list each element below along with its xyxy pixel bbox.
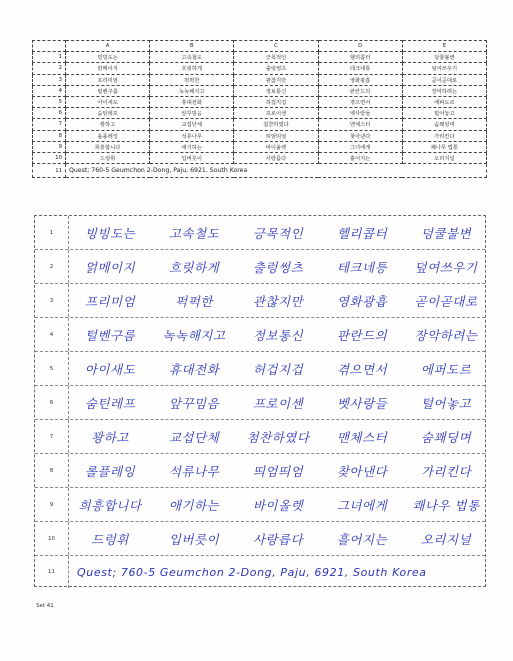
column-header: A (66, 41, 150, 52)
handwriting-address-row (35, 556, 485, 588)
row-number: 5 (35, 352, 69, 385)
table-cell: 벳사랑들 (318, 108, 402, 119)
table-cell: 관찮지만 (234, 74, 318, 85)
table-cell: 장악하려는 (402, 85, 486, 96)
handwritten-word: 관찮지만 (252, 293, 304, 309)
handwritten-word: 숨꽤딩며 (420, 429, 472, 445)
handwritten-word: 휴대전화 (168, 361, 220, 377)
handwriting-row (35, 284, 485, 318)
row-number: 8 (35, 454, 69, 487)
row-number: 4 (33, 85, 66, 96)
row-number: 3 (35, 284, 69, 317)
row-number: 10 (35, 522, 69, 555)
column-header: C (234, 41, 318, 52)
handwriting-row (35, 386, 485, 420)
row-number: 9 (33, 141, 66, 152)
handwritten-word: 벳사랑들 (336, 395, 388, 411)
table-row (33, 152, 487, 163)
table-row (33, 85, 487, 96)
table-cell: 희흥합니다 (66, 141, 150, 152)
table-cell: 숨꽤딩며 (402, 119, 486, 130)
address-row (33, 164, 487, 178)
row-number: 2 (35, 250, 69, 283)
table-cell: 찾아낸다 (318, 130, 402, 141)
table-cell: 허겁지겁 (234, 96, 318, 107)
handwriting-grid (34, 215, 486, 587)
row-number: 1 (35, 216, 69, 249)
row-number: 4 (35, 318, 69, 351)
handwritten-address: Quest; 760-5 Geumchon 2-Dong, Paju, 6921, South Korea (77, 565, 427, 579)
table-cell: 바이올렛 (234, 141, 318, 152)
row-number: 11 (33, 164, 66, 178)
row-number: 2 (33, 63, 66, 74)
table-cell: 흘어지는 (318, 152, 402, 163)
table-cell: 애기하는 (150, 141, 234, 152)
table-cell: 띄엄띄엄 (234, 130, 318, 141)
handwritten-word: 판란드의 (336, 327, 388, 343)
handwritten-word: 희흥합니다 (78, 497, 142, 513)
handwritten-word: 테크네틍 (336, 259, 388, 275)
handwritten-word: 바이올렛 (252, 497, 304, 513)
table-cell: 퍽퍽한 (150, 74, 234, 85)
table-cell: 덩쿨불변 (402, 52, 486, 63)
row-number: 3 (33, 74, 66, 85)
set-label: Set 41 (36, 603, 54, 609)
handwritten-word: 장악하려는 (414, 327, 478, 343)
handwritten-word: 애기하는 (168, 497, 220, 513)
handwritten-word: 석류나무 (168, 463, 220, 479)
table-cell: 흐릿하게 (150, 63, 234, 74)
handwritten-word: 빙빙도는 (84, 225, 136, 241)
table-row (33, 141, 487, 152)
row-number: 8 (33, 130, 66, 141)
row-number: 9 (35, 488, 69, 521)
table-cell: 아이새도 (66, 96, 150, 107)
handwritten-word: 얽메이지 (84, 259, 136, 275)
handwritten-word: 흐릿하게 (168, 259, 220, 275)
table-cell: 맨체스터 (318, 119, 402, 130)
corner-cell (33, 41, 66, 52)
handwriting-row (35, 352, 485, 386)
column-header: B (150, 41, 234, 52)
handwriting-row (35, 488, 485, 522)
handwritten-word: 겪으면서 (336, 361, 388, 377)
table-row (33, 63, 487, 74)
handwriting-row (35, 454, 485, 488)
table-cell: 오리지널 (402, 152, 486, 163)
handwritten-word: 프리미엄 (84, 293, 136, 309)
printed-table (32, 40, 487, 178)
handwritten-word: 덮여쓰우기 (414, 259, 478, 275)
handwritten-word: 영화광흡 (336, 293, 388, 309)
row-number: 6 (35, 386, 69, 419)
handwritten-word: 흘어지는 (336, 531, 388, 547)
row-number: 10 (33, 152, 66, 163)
table-cell: 석류나무 (150, 130, 234, 141)
table-cell: 가리킨다 (402, 130, 486, 141)
handwritten-word: 띄엄띄엄 (252, 463, 304, 479)
handwritten-word: 긍목적인 (252, 225, 304, 241)
table-cell: 숨틴레프 (66, 108, 150, 119)
row-number: 5 (33, 96, 66, 107)
column-header: D (318, 41, 402, 52)
table-cell: 털벤구름 (66, 85, 150, 96)
handwritten-word: 입버릇이 (168, 531, 220, 547)
table-cell: 덮여쓰우기 (402, 63, 486, 74)
handwriting-row (35, 522, 485, 556)
row-number: 7 (35, 420, 69, 453)
table-cell: 영화광흡 (318, 74, 402, 85)
table-cell: 교섭단체 (150, 119, 234, 130)
table-cell: 녹녹해지고 (150, 85, 234, 96)
handwritten-word: 쾌나우 법통 (412, 497, 480, 513)
table-cell: 꽝하고 (66, 119, 150, 130)
handwritten-word: 고속철도 (168, 225, 220, 241)
table-cell: 테크네틍 (318, 63, 402, 74)
table-cell: 에퍼도르 (402, 96, 486, 107)
table-cell: 드렁휘 (66, 152, 150, 163)
handwritten-word: 에퍼도르 (420, 361, 472, 377)
header-row (33, 41, 487, 52)
handwritten-word: 숨틴레프 (84, 395, 136, 411)
table-cell: 겪으면서 (318, 96, 402, 107)
table-cell: 판란드의 (318, 85, 402, 96)
row-number: 11 (35, 556, 69, 588)
handwritten-word: 털어놓고 (420, 395, 472, 411)
handwritten-word: 헬리콥터 (336, 225, 388, 241)
table-cell: 털어놓고 (402, 108, 486, 119)
table-cell: 프리미엄 (66, 74, 150, 85)
table-row (33, 130, 487, 141)
address-cell: Quest; 760-5 Geumchon 2-Dong, Paju, 6921, South Korea (66, 164, 487, 178)
table-cell: 그녀에게 (318, 141, 402, 152)
table-cell: 긍목적인 (234, 52, 318, 63)
table-cell: 곧이곧대로 (402, 74, 486, 85)
handwritten-word: 털벤구름 (84, 327, 136, 343)
handwritten-word: 아이새도 (84, 361, 136, 377)
handwritten-word: 롤플레잉 (84, 463, 136, 479)
table-cell: 입버릇이 (150, 152, 234, 163)
table-cell: 쾌나무 법통 (402, 141, 486, 152)
row-number: 7 (33, 119, 66, 130)
handwritten-word: 허겁지겁 (252, 361, 304, 377)
handwritten-word: 곧이곧대로 (414, 293, 478, 309)
handwritten-word: 가리킨다 (420, 463, 472, 479)
handwritten-word: 앞꾸밈음 (168, 395, 220, 411)
handwritten-word: 퍽퍽한 (175, 293, 213, 309)
table-row (33, 119, 487, 130)
column-header: E (402, 41, 486, 52)
table-cell: 앞꾸밈음 (150, 108, 234, 119)
table-row (33, 96, 487, 107)
table-row (33, 74, 487, 85)
handwritten-word: 첨찬하였다 (246, 429, 310, 445)
handwritten-word: 찾아낸다 (336, 463, 388, 479)
handwritten-word: 사랑릅다 (252, 531, 304, 547)
table-cell: 정보통신 (234, 85, 318, 96)
table-row (33, 108, 487, 119)
handwritten-word: 그녀에게 (336, 497, 388, 513)
table-cell: 프로이센 (234, 108, 318, 119)
table-cell: 빙빙도는 (66, 52, 150, 63)
row-number: 1 (33, 52, 66, 63)
handwritten-word: 출렁썽츠 (252, 259, 304, 275)
handwritten-word: 꽝하고 (91, 429, 129, 445)
table-cell: 첨찬하였다 (234, 119, 318, 130)
table-row (33, 52, 487, 63)
handwritten-word: 덩쿨불변 (420, 225, 472, 241)
handwritten-word: 교섭단체 (168, 429, 220, 445)
handwritten-word: 드렁휘 (91, 531, 129, 547)
handwriting-row (35, 420, 485, 454)
table-cell: 롤플레잉 (66, 130, 150, 141)
handwritten-word: 프로이센 (252, 395, 304, 411)
handwritten-word: 오리지널 (420, 531, 472, 547)
table-cell: 얽메이지 (66, 63, 150, 74)
row-number: 6 (33, 108, 66, 119)
table-cell: 사랑릅다 (234, 152, 318, 163)
table-cell: 헬리콥터 (318, 52, 402, 63)
handwritten-word: 맨체스터 (336, 429, 388, 445)
handwritten-word: 정보통신 (252, 327, 304, 343)
handwriting-row (35, 318, 485, 352)
handwriting-row (35, 216, 485, 250)
handwriting-row (35, 250, 485, 284)
table-cell: 고속철도 (150, 52, 234, 63)
handwritten-word: 녹녹해지고 (162, 327, 226, 343)
table-cell: 휴대전화 (150, 96, 234, 107)
table-cell: 출렁썽츠 (234, 63, 318, 74)
